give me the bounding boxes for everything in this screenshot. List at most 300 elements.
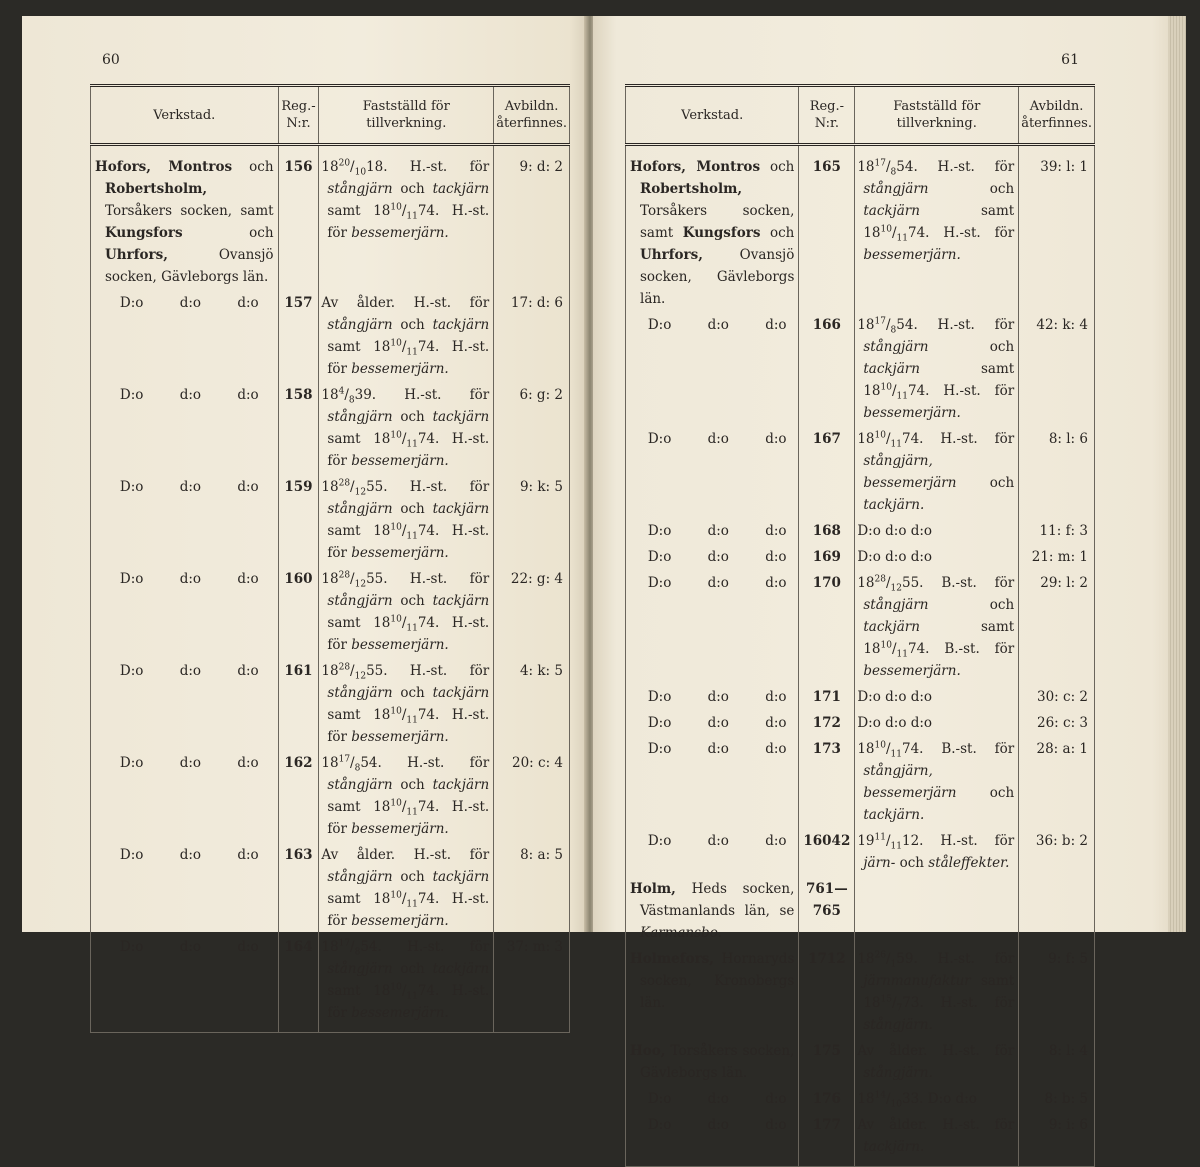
text-segment: stångjärn. (863, 1017, 933, 1033)
verkstad-cell: D:o d:o d:o (626, 1088, 799, 1114)
page-number: 61 (1061, 52, 1079, 68)
text-segment: D:o d:o d:o (857, 689, 933, 705)
table-row (626, 520, 1095, 546)
text-segment: 11 (890, 439, 902, 450)
table-row (91, 752, 570, 844)
reg-number: 160 (278, 568, 319, 660)
text-segment: 28 (338, 478, 351, 489)
text-segment: / (350, 479, 355, 495)
text-segment: 18 (857, 741, 875, 757)
avbildn-ref: 9: f: 5 (1019, 948, 1095, 1040)
left-page (22, 16, 587, 1021)
verkstad-cell: D:o d:o d:o (626, 520, 799, 546)
text-segment: 10 (390, 430, 402, 441)
text-segment: 10 (880, 640, 892, 651)
text-segment: 14 (874, 1090, 886, 1101)
text-segment: stångjärn (327, 181, 393, 197)
text-segment: stångjärn (327, 501, 393, 517)
text-segment: bessemerjärn. (351, 729, 449, 745)
fastst-cell (319, 292, 494, 384)
text-segment: och (392, 409, 433, 425)
text-segment: 33. D:o d:o (902, 1091, 977, 1107)
page-number: 60 (102, 52, 120, 68)
text-segment: 8 (348, 395, 355, 406)
text-segment: bessemerjärn. (351, 821, 449, 837)
text-segment: 10 (880, 224, 892, 235)
text-segment: 11 (890, 841, 902, 852)
text-segment: stångjärn (863, 597, 929, 613)
text-segment: 11 (406, 899, 418, 910)
header-reg: Reg.-N:r. (799, 86, 855, 145)
text-segment: stångjärn (327, 869, 393, 885)
text-segment: 18 (857, 951, 875, 967)
text-segment: 55. H.-st. för (366, 663, 490, 679)
table-row (91, 936, 570, 1033)
text-segment: / (891, 995, 897, 1011)
text-segment: och (956, 785, 1015, 801)
text-segment: 10 (874, 430, 886, 441)
text-segment: 19 (857, 833, 875, 849)
verkstad-cell: D:o d:o d:o (91, 660, 279, 752)
text-segment: Hofors, Montros (95, 159, 233, 175)
text-segment: 74. H.-st. för (327, 523, 490, 561)
text-segment: tackjärn (863, 619, 920, 635)
text-segment: 55. H.-st. för (366, 479, 490, 495)
text-segment: samt 18 (327, 983, 391, 999)
text-segment: Heds socken, Västmanlands län, se (640, 881, 795, 919)
text-segment: 17 (338, 754, 351, 765)
text-segment: 11 (874, 832, 886, 843)
reg-number: 176 (799, 1088, 855, 1114)
text-segment: bessemerjärn. (351, 1005, 449, 1021)
table-row (626, 948, 1095, 1040)
text-segment: / (885, 833, 891, 849)
reg-number: 161 (278, 660, 319, 752)
text-segment: 10 (390, 614, 402, 625)
text-segment: D:o d:o d:o (857, 715, 933, 731)
avbildn-ref: 42: k: 4 (1019, 314, 1095, 428)
text-segment: 12 (890, 583, 902, 594)
fastst-cell (855, 878, 1019, 948)
text-segment: tackjärn (432, 181, 490, 197)
text-segment: stångjärn (327, 317, 393, 333)
fastst-cell (855, 830, 1019, 878)
text-segment: 74. H.-st. för (327, 891, 490, 929)
text-segment: samt 18 (327, 891, 391, 907)
text-segment: 11 (406, 211, 418, 222)
text-segment: samt 18 (863, 973, 1015, 1011)
text-segment: Hofors, Montros (630, 159, 761, 175)
avbildn-ref: 22: g: 4 (494, 568, 570, 660)
fastst-cell (855, 1088, 1019, 1114)
table-row (626, 686, 1095, 712)
table-row (626, 572, 1095, 686)
avbildn-ref: 8: a: 5 (494, 844, 570, 936)
text-segment: / (401, 339, 407, 355)
text-segment: samt 18 (327, 339, 391, 355)
reg-number: 170 (799, 572, 855, 686)
table-row (626, 428, 1095, 520)
text-segment: 18 (857, 575, 875, 591)
text-segment: bessemerjärn. (863, 663, 961, 679)
page-edges (1168, 16, 1186, 932)
text-segment: 10 (390, 522, 402, 533)
reg-number: 162 (278, 752, 319, 844)
avbildn-ref: 26: c: 3 (1019, 712, 1095, 738)
text-segment: och (928, 339, 1015, 355)
reg-number: 169 (799, 546, 855, 572)
avbildn-ref: 4: k: 5 (494, 660, 570, 752)
text-segment: Uhrfors, (105, 247, 168, 263)
text-segment: 11 (406, 715, 418, 726)
fastst-cell (319, 384, 494, 476)
verkstad-cell: D:o d:o d:o (626, 572, 799, 686)
text-segment: / (885, 741, 891, 757)
verkstad-cell (626, 145, 799, 315)
text-segment: samt 18 (863, 361, 1015, 399)
text-segment: 17 (338, 938, 351, 949)
register-table (90, 84, 570, 1033)
register-table (625, 84, 1095, 1167)
text-segment: 74. H.-st. för (327, 431, 490, 469)
avbildn-ref: 20: c: 4 (494, 752, 570, 844)
avbildn-ref: 30: c: 2 (1019, 686, 1095, 712)
text-segment: / (401, 891, 407, 907)
text-segment: och (232, 159, 274, 175)
text-segment: / (350, 755, 355, 771)
reg-number: 159 (278, 476, 319, 568)
text-segment: 74. B.-st. för (908, 641, 1015, 657)
text-segment: / (344, 387, 349, 403)
text-segment: 18. H.-st. för (366, 159, 490, 175)
text-segment: stångjärn. (863, 1065, 933, 1081)
text-segment: stångjärn (327, 685, 393, 701)
text-segment: / (401, 983, 407, 999)
fastst-cell (855, 520, 1019, 546)
text-segment: / (401, 799, 407, 815)
reg-number: 175 (799, 1040, 855, 1088)
table-row (626, 712, 1095, 738)
text-segment: / (350, 159, 355, 175)
text-segment: ståleffekter. (928, 855, 1010, 871)
text-segment: / (350, 571, 355, 587)
text-segment: / (885, 159, 891, 175)
fastst-cell (855, 546, 1019, 572)
avbildn-ref: 36: b: 2 (1019, 830, 1095, 878)
avbildn-ref: 8: b: 5 (1019, 1088, 1095, 1114)
text-segment: Torsåkers socken, samt (640, 203, 795, 241)
table-row (626, 878, 1095, 948)
text-segment: 74. H.-st. för (327, 707, 490, 745)
table-row (91, 292, 570, 384)
text-segment: tackjärn (432, 869, 490, 885)
table-row (626, 145, 1095, 315)
table-row (626, 830, 1095, 878)
text-segment: Karmansbo. (640, 925, 722, 941)
text-segment: tackjärn (863, 203, 920, 219)
text-segment: 28 (874, 574, 886, 585)
fastst-cell (855, 314, 1019, 428)
reg-number: 167 (799, 428, 855, 520)
avbildn-ref: 37: m: 3 (494, 936, 570, 1033)
text-segment: och (392, 961, 433, 977)
right-page (593, 16, 1175, 1155)
verkstad-cell (626, 1040, 799, 1088)
fastst-cell (319, 476, 494, 568)
text-segment: samt 18 (863, 619, 1015, 657)
text-segment: och (928, 181, 1015, 197)
fastst-cell (855, 948, 1019, 1040)
text-segment: 10 (874, 740, 886, 751)
text-segment: järn- (863, 855, 896, 871)
text-segment: Av ålder. H.-st. för (857, 1117, 1015, 1133)
fastst-cell (855, 428, 1019, 520)
verkstad-cell: D:o d:o d:o (91, 568, 279, 660)
text-segment: 55. H.-st. för (366, 571, 490, 587)
verkstad-cell: D:o d:o d:o (91, 844, 279, 936)
text-segment: samt 18 (327, 799, 391, 815)
text-segment: / (401, 707, 407, 723)
text-segment: järnmanufaktur (863, 973, 971, 989)
avbildn-ref: 28: a: 1 (1019, 738, 1095, 830)
text-segment: och (392, 869, 433, 885)
reg-number: 177 (799, 1114, 855, 1167)
text-segment: / (891, 383, 897, 399)
text-segment: tackjärn. (863, 497, 925, 513)
header-verkstad: Verkstad. (626, 86, 799, 145)
verkstad-cell: D:o d:o d:o (626, 830, 799, 878)
text-segment: och (895, 855, 929, 871)
text-segment: bessemerjärn. (351, 361, 449, 377)
text-segment: bessemerjärn. (351, 225, 449, 241)
text-segment: tackjärn (432, 685, 490, 701)
text-segment: och (928, 597, 1015, 613)
fastst-cell (319, 568, 494, 660)
avbildn-ref: 9: i: 6 (1019, 1114, 1095, 1167)
text-segment: / (891, 641, 897, 657)
text-segment: 74. H.-st. för (908, 383, 1015, 399)
reg-number: 172 (799, 712, 855, 738)
text-segment: 17 (874, 316, 886, 327)
text-segment: Av ålder. H.-st. för (321, 847, 490, 863)
text-segment: 59. H.-st. för (896, 951, 1015, 967)
avbildn-ref: 9: k: 5 (494, 476, 570, 568)
text-segment: 28 (338, 570, 351, 581)
avbildn-ref (1019, 878, 1095, 948)
reg-number: 1712 (799, 948, 855, 1040)
text-segment: D:o d:o d:o (857, 549, 933, 565)
text-segment: stångjärn, bessemerjärn (863, 763, 957, 801)
text-segment: bessemerjärn. (351, 545, 449, 561)
text-segment: 18 (857, 1091, 875, 1107)
text-segment: Holm, (630, 881, 676, 897)
table-row (91, 476, 570, 568)
avbildn-ref: 8: l: 6 (1019, 428, 1095, 520)
text-segment: 10 (880, 382, 892, 393)
text-segment: samt 18 (327, 615, 391, 631)
text-segment: bessemerjärn. (351, 637, 449, 653)
text-segment: tackjärn (432, 777, 490, 793)
header-avbildn: Avbildn. återfinnes. (1019, 86, 1095, 145)
text-segment: 10 (390, 798, 402, 809)
reg-number: 156 (278, 145, 319, 293)
text-segment: tackjärn (432, 501, 490, 517)
text-segment: / (350, 663, 355, 679)
text-segment: samt 18 (327, 431, 391, 447)
text-segment: stångjärn (327, 777, 393, 793)
text-segment: 12 (354, 671, 367, 682)
verkstad-cell: D:o d:o d:o (626, 546, 799, 572)
text-segment: stångjärn, bessemerjärn (863, 453, 957, 491)
header-fastst: Fastställd för tillverkning. (319, 86, 494, 145)
fastst-cell (855, 145, 1019, 315)
text-segment: samt 18 (327, 203, 391, 219)
text-segment: 74. H.-st. för (327, 983, 490, 1021)
text-segment: 39. H.-st. för (354, 387, 490, 403)
text-segment: / (885, 431, 891, 447)
text-segment: 74. H.-st. för (327, 203, 490, 241)
text-segment: 74. H.-st. för (327, 615, 490, 653)
fastst-cell (855, 1114, 1019, 1167)
text-segment: Kungsfors (105, 225, 183, 241)
verkstad-cell: D:o d:o d:o (91, 936, 279, 1033)
text-segment: 10 (890, 1099, 902, 1110)
table-row (626, 738, 1095, 830)
text-segment: 26 (874, 950, 886, 961)
text-segment: och (392, 685, 433, 701)
text-segment: och (392, 317, 433, 333)
text-segment: / (401, 203, 407, 219)
header-verkstad: Verkstad. (91, 86, 279, 145)
fastst-cell (855, 572, 1019, 686)
text-segment: / (891, 225, 897, 241)
avbildn-ref: 6: g: 2 (494, 384, 570, 476)
table-row (626, 1088, 1095, 1114)
text-segment: 11 (896, 233, 908, 244)
text-segment: Hoo, (630, 1043, 666, 1059)
table-row (91, 660, 570, 752)
text-segment: / (401, 615, 407, 631)
verkstad-cell (626, 878, 799, 948)
text-segment: 54. H.-st. för (360, 755, 490, 771)
text-segment: 7 (896, 1003, 903, 1014)
text-segment: 12 (354, 579, 367, 590)
text-segment: 54. H.-st. för (896, 159, 1015, 175)
verkstad-cell: D:o d:o d:o (626, 738, 799, 830)
reg-number: 165 (799, 145, 855, 315)
text-segment: 73. H.-st. för (902, 995, 1015, 1011)
fastst-cell (319, 844, 494, 936)
verkstad-cell (626, 948, 799, 1040)
text-segment: 18 (321, 387, 339, 403)
fastst-cell (319, 660, 494, 752)
avbildn-ref: 17: d: 6 (494, 292, 570, 384)
text-segment: 74. H.-st. för (327, 799, 490, 837)
text-segment: Torsåkers socken, samt (105, 203, 274, 219)
text-segment: stångjärn (863, 339, 929, 355)
fastst-cell (855, 686, 1019, 712)
text-segment: 18 (321, 939, 339, 955)
text-segment: stångjärn (327, 593, 393, 609)
avbildn-ref: 11: f: 3 (1019, 520, 1095, 546)
reg-number: 163 (278, 844, 319, 936)
text-segment: / (885, 575, 891, 591)
text-segment: och (182, 225, 274, 241)
reg-number: 166 (799, 314, 855, 428)
text-segment: 11 (896, 391, 908, 402)
text-segment: Hornaryds socken, Kronobergs län. (640, 951, 795, 1011)
fastst-cell (319, 145, 494, 293)
text-segment: 8 (354, 763, 361, 774)
text-segment: 18 (857, 431, 875, 447)
text-segment: bessemerjärn. (863, 247, 961, 263)
table-row (91, 568, 570, 660)
avbildn-ref: 29: l: 2 (1019, 572, 1095, 686)
text-segment: Robertsholm, (640, 181, 743, 197)
text-segment: 11 (406, 991, 418, 1002)
text-segment: bessemerjärn. (863, 405, 961, 421)
text-segment: 74. H.-st. för (908, 225, 1015, 241)
table-row (626, 1040, 1095, 1088)
text-segment: tackjärn (863, 361, 920, 377)
text-segment: / (350, 939, 355, 955)
text-segment: 10 (390, 202, 402, 213)
reg-number: 173 (799, 738, 855, 830)
text-segment: 18 (321, 159, 339, 175)
text-segment: 15 (880, 994, 892, 1005)
text-segment: 8 (890, 167, 897, 178)
reg-number: 168 (799, 520, 855, 546)
text-segment: 18 (321, 755, 339, 771)
text-segment: 1 (890, 959, 897, 970)
avbildn-ref: 9: d: 2 (494, 145, 570, 293)
text-segment: 18 (857, 317, 875, 333)
text-segment: 11 (406, 347, 418, 358)
text-segment: bessemerjärn. (351, 913, 449, 929)
reg-number: 16042 (799, 830, 855, 878)
avbildn-ref: 39: l: 1 (1019, 145, 1095, 315)
fastst-cell (319, 752, 494, 844)
text-segment: / (401, 523, 407, 539)
text-segment: 10 (390, 338, 402, 349)
text-segment: och (392, 777, 433, 793)
reg-number: 164 (278, 936, 319, 1033)
text-segment: 74. B.-st. för (902, 741, 1015, 757)
text-segment: / (885, 1091, 891, 1107)
text-segment: 18 (321, 479, 339, 495)
verkstad-cell: D:o d:o d:o (91, 292, 279, 384)
text-segment: 11 (890, 749, 902, 760)
text-segment: 12 (354, 487, 367, 498)
text-segment: 20 (338, 158, 351, 169)
text-segment: och (760, 225, 795, 241)
fastst-cell (855, 738, 1019, 830)
text-segment: Ovansjö socken, Gävleborgs län. (105, 247, 274, 285)
fastst-cell (855, 1040, 1019, 1088)
table-row (626, 314, 1095, 428)
verkstad-cell: D:o d:o d:o (91, 384, 279, 476)
verkstad-cell: D:o d:o d:o (91, 752, 279, 844)
text-segment: 11 (406, 439, 418, 450)
text-segment: och (392, 501, 433, 517)
verkstad-cell: D:o d:o d:o (626, 314, 799, 428)
text-segment: tackjärn (432, 593, 490, 609)
text-segment: Torsåkers socken, Gävleborgs län. (640, 1043, 795, 1081)
text-segment: 54. H.-st. för (896, 317, 1015, 333)
text-segment: 8 (354, 947, 361, 958)
text-segment: stångjärn (327, 961, 393, 977)
verkstad-cell: D:o d:o d:o (626, 1114, 799, 1167)
